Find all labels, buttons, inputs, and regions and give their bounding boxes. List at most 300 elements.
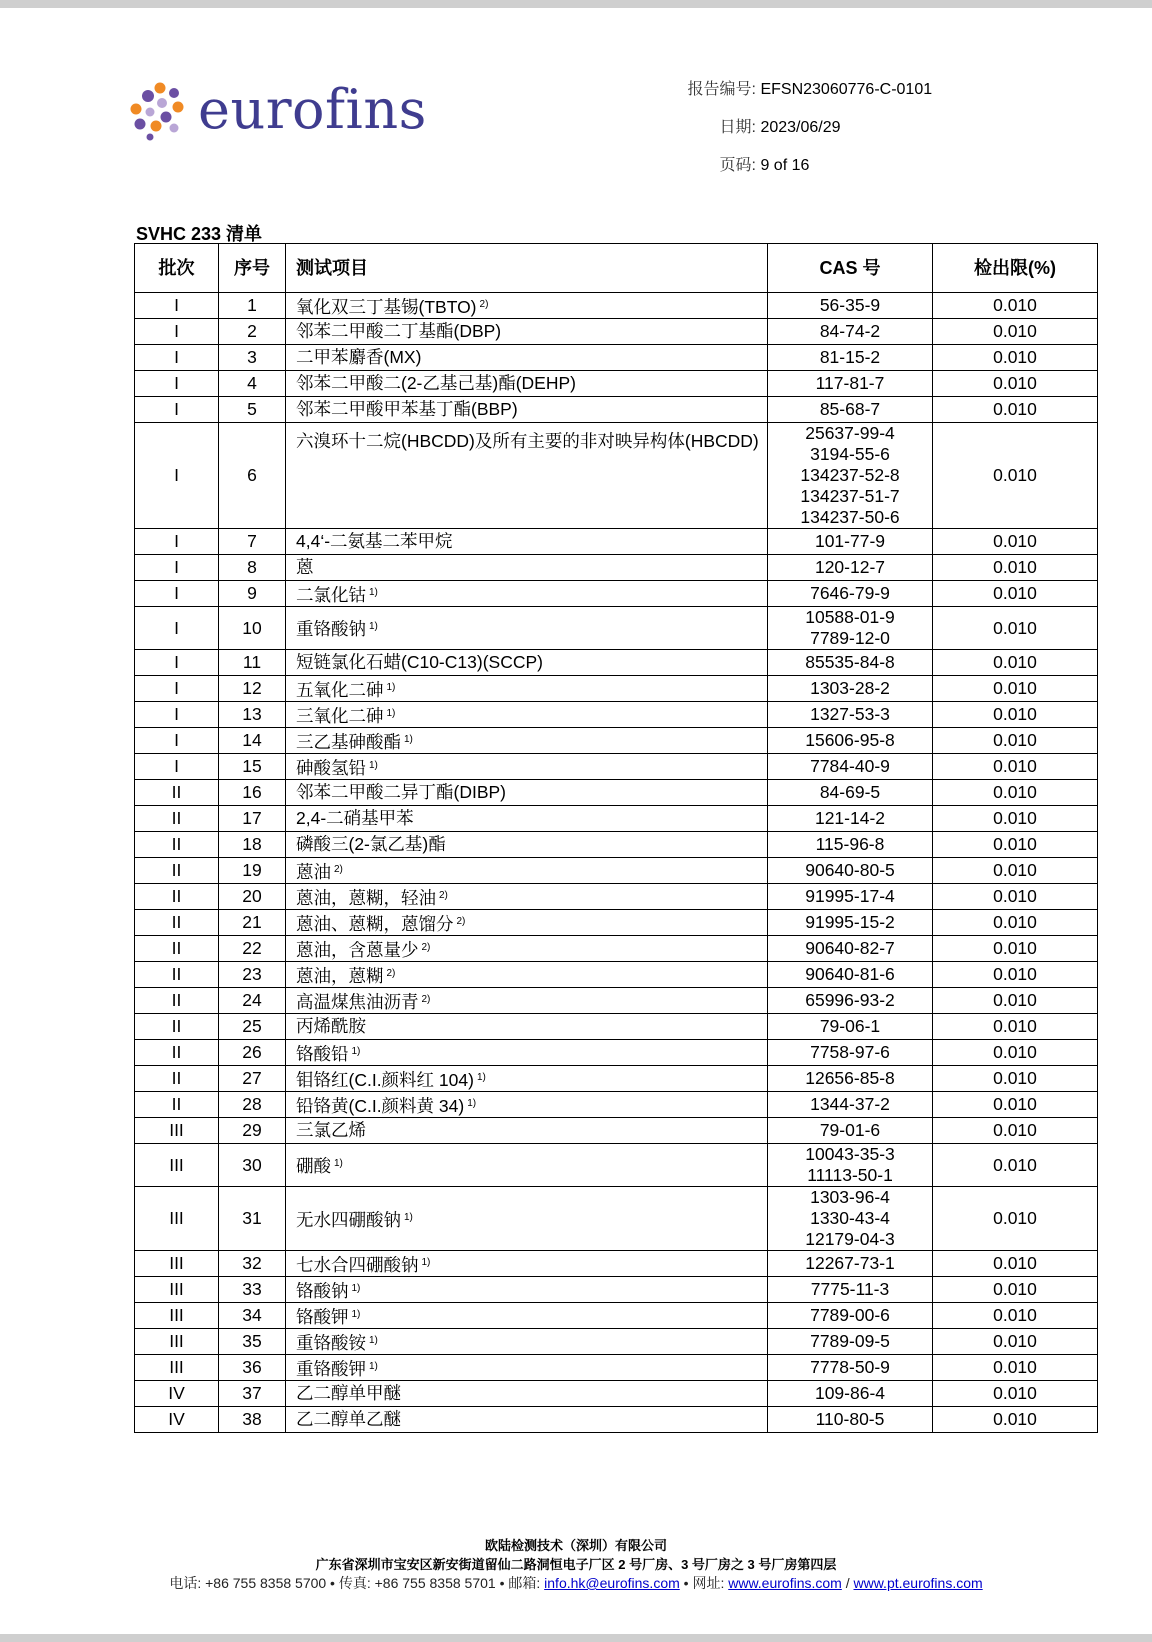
- number-cell: 9: [219, 581, 286, 607]
- page-row: [719, 156, 932, 194]
- cas-number: 91995-17-4: [805, 886, 895, 906]
- number-cell: 38: [219, 1407, 286, 1433]
- item-cell: [286, 555, 768, 581]
- cas-cell: [768, 754, 933, 780]
- cas-number: 7646-79-9: [810, 583, 890, 603]
- number-cell: 6: [219, 423, 286, 529]
- cas-number: 7758-97-6: [810, 1042, 890, 1062]
- item-cell: [286, 650, 768, 676]
- cas-number: 7789-00-6: [810, 1305, 890, 1325]
- footnote-marker: 1): [351, 1045, 361, 1057]
- table-row: [135, 555, 1098, 581]
- item-cell: [286, 397, 768, 423]
- item-name: 磷酸三(2-氯乙基)酯: [296, 834, 446, 854]
- cas-number: 1303-96-4: [810, 1187, 890, 1207]
- number-cell: 37: [219, 1381, 286, 1407]
- limit-cell: 0.010: [933, 1187, 1098, 1251]
- item-cell: [286, 962, 768, 988]
- item-name: 高温煤焦油沥青: [296, 991, 419, 1012]
- item-cell: [286, 936, 768, 962]
- limit-cell: 0.010: [933, 728, 1098, 754]
- table-row: [135, 1092, 1098, 1118]
- cas-number: 7789-09-5: [810, 1331, 890, 1351]
- item-cell: [286, 345, 768, 371]
- eurofins-dots-icon: [128, 79, 190, 141]
- footnote-marker: 2): [456, 915, 466, 927]
- number-cell: 16: [219, 780, 286, 806]
- table-row: [135, 529, 1098, 555]
- limit-cell: 0.010: [933, 676, 1098, 702]
- col-cas-header: CAS 号: [768, 244, 933, 293]
- table-row: [135, 780, 1098, 806]
- number-cell: 21: [219, 910, 286, 936]
- email-link[interactable]: info.hk@eurofins.com: [544, 1575, 680, 1591]
- number-cell: 23: [219, 962, 286, 988]
- item-name: 邻苯二甲酸二丁基酯(DBP): [296, 321, 502, 341]
- table-row: [135, 936, 1098, 962]
- cas-number: 12179-04-3: [805, 1229, 895, 1249]
- cas-cell: [768, 988, 933, 1014]
- batch-cell: II: [135, 962, 219, 988]
- cas-cell: [768, 702, 933, 728]
- table-row: [135, 702, 1098, 728]
- report-number: EFSN23060776-C-0101: [760, 81, 933, 98]
- batch-cell: II: [135, 780, 219, 806]
- report-meta: [687, 80, 933, 194]
- item-name: 铬酸钠: [296, 1280, 349, 1301]
- batch-cell: I: [135, 293, 219, 319]
- cas-cell: [768, 728, 933, 754]
- limit-cell: 0.010: [933, 581, 1098, 607]
- table-row: [135, 962, 1098, 988]
- limit-cell: 0.010: [933, 910, 1098, 936]
- cas-number: 101-77-9: [814, 531, 886, 551]
- item-cell: [286, 1118, 768, 1144]
- item-name: 邻苯二甲酸二异丁酯(DIBP): [296, 782, 506, 802]
- item-cell: [286, 702, 768, 728]
- limit-cell: 0.010: [933, 1381, 1098, 1407]
- list-title: SVHC 233 清单: [136, 224, 263, 244]
- item-name: 重铬酸钾: [296, 1358, 366, 1379]
- number-cell: 7: [219, 529, 286, 555]
- item-cell: [286, 676, 768, 702]
- footer-address: 广东省深圳市宝安区新安街道留仙二路洞恒电子厂区 2 号厂房、3 号厂房之 3 号厂房第四层: [315, 1557, 837, 1572]
- cas-cell: [768, 962, 933, 988]
- cas-cell: [768, 1407, 933, 1433]
- cas-cell: [768, 858, 933, 884]
- number-cell: 31: [219, 1187, 286, 1251]
- limit-cell: 0.010: [933, 780, 1098, 806]
- cas-cell: [768, 319, 933, 345]
- item-name: 七水合四硼酸钠: [296, 1254, 419, 1275]
- number-cell: 26: [219, 1040, 286, 1066]
- item-name: 二甲苯麝香(MX): [296, 347, 422, 367]
- footnote-marker: 2): [479, 298, 489, 310]
- item-name: 铬酸铅: [296, 1043, 349, 1064]
- item-name: 蒽油，含蒽量少: [296, 939, 419, 960]
- cas-number: 1330-43-4: [810, 1208, 890, 1228]
- footnote-marker: 1): [404, 733, 413, 745]
- number-cell: 14: [219, 728, 286, 754]
- item-name: 砷酸氢铅: [296, 757, 366, 778]
- table-row: [135, 345, 1098, 371]
- number-cell: 12: [219, 676, 286, 702]
- number-cell: 1: [219, 293, 286, 319]
- number-cell: 33: [219, 1277, 286, 1303]
- batch-cell: II: [135, 936, 219, 962]
- number-cell: 32: [219, 1251, 286, 1277]
- cas-cell: [768, 832, 933, 858]
- footer-separator: /: [841, 1575, 854, 1591]
- batch-cell: I: [135, 555, 219, 581]
- batch-cell: I: [135, 581, 219, 607]
- batch-cell: II: [135, 1040, 219, 1066]
- item-cell: [286, 319, 768, 345]
- item-name: 三氧化二砷: [296, 705, 384, 726]
- item-name: 丙烯酰胺: [296, 1016, 366, 1036]
- cas-number: 10588-01-9: [805, 607, 895, 627]
- limit-cell: 0.010: [933, 1014, 1098, 1040]
- batch-cell: II: [135, 1014, 219, 1040]
- item-cell: [286, 423, 768, 529]
- cas-number: 90640-80-5: [805, 860, 895, 880]
- item-cell: [286, 371, 768, 397]
- cas-number: 79-01-6: [819, 1120, 881, 1140]
- table-row: [135, 988, 1098, 1014]
- limit-cell: 0.010: [933, 1277, 1098, 1303]
- item-name: 乙二醇单甲醚: [296, 1383, 401, 1403]
- batch-cell: II: [135, 858, 219, 884]
- batch-cell: II: [135, 884, 219, 910]
- limit-cell: 0.010: [933, 650, 1098, 676]
- page-number: 9 of 16: [760, 157, 810, 174]
- limit-cell: 0.010: [933, 397, 1098, 423]
- batch-cell: III: [135, 1355, 219, 1381]
- limit-cell: 0.010: [933, 1066, 1098, 1092]
- cas-number: 120-12-7: [814, 557, 886, 577]
- cas-number: 110-80-5: [815, 1409, 885, 1429]
- batch-cell: II: [135, 832, 219, 858]
- item-cell: [286, 1355, 768, 1381]
- cas-number: 1303-28-2: [810, 678, 890, 698]
- table-row: [135, 858, 1098, 884]
- item-name: 蒽油、蒽糊，蒽馏分: [296, 913, 454, 934]
- footnote-marker: 2): [421, 993, 431, 1005]
- limit-cell: 0.010: [933, 1303, 1098, 1329]
- cas-number: 117-81-7: [815, 373, 885, 393]
- table-row: [135, 293, 1098, 319]
- footer-contact: [0, 1573, 1152, 1593]
- batch-cell: I: [135, 345, 219, 371]
- item-cell: [286, 728, 768, 754]
- batch-cell: IV: [135, 1381, 219, 1407]
- cas-number: 56-35-9: [819, 295, 881, 315]
- table-row: [135, 423, 1098, 529]
- item-name: 三乙基砷酸酯: [296, 731, 401, 752]
- item-cell: [286, 806, 768, 832]
- logo-wordmark: eurofins: [198, 78, 427, 141]
- footnote-marker: 2): [334, 863, 343, 875]
- cas-number: 90640-81-6: [805, 964, 895, 984]
- batch-cell: III: [135, 1251, 219, 1277]
- cas-cell: [768, 676, 933, 702]
- footnote-marker: 1): [351, 1308, 361, 1320]
- cas-cell: [768, 293, 933, 319]
- limit-cell: 0.010: [933, 1329, 1098, 1355]
- number-cell: 2: [219, 319, 286, 345]
- item-cell: [286, 607, 768, 650]
- footnote-marker: 1): [369, 1360, 378, 1372]
- col-item-header: 测试项目: [286, 244, 768, 293]
- limit-cell: 0.010: [933, 988, 1098, 1014]
- cas-cell: [768, 1251, 933, 1277]
- footnote-marker: 1): [369, 621, 378, 632]
- limit-cell: 0.010: [933, 858, 1098, 884]
- cas-number: 25637-99-4: [805, 423, 895, 443]
- batch-cell: III: [135, 1118, 219, 1144]
- limit-cell: 0.010: [933, 962, 1098, 988]
- item-cell: [286, 1303, 768, 1329]
- number-cell: 34: [219, 1303, 286, 1329]
- cas-number: 7789-12-0: [810, 628, 890, 648]
- item-cell: [286, 1040, 768, 1066]
- number-cell: 13: [219, 702, 286, 728]
- limit-cell: 0.010: [933, 293, 1098, 319]
- number-cell: 5: [219, 397, 286, 423]
- limit-cell: 0.010: [933, 1407, 1098, 1433]
- item-name: 邻苯二甲酸甲苯基丁酯(BBP): [296, 399, 518, 419]
- item-cell: [286, 832, 768, 858]
- limit-cell: 0.010: [933, 1040, 1098, 1066]
- cas-number: 65996-93-2: [805, 990, 895, 1010]
- cas-cell: [768, 529, 933, 555]
- number-cell: 19: [219, 858, 286, 884]
- footnote-marker: 1): [369, 586, 378, 598]
- cas-cell: [768, 936, 933, 962]
- item-name: 氧化双三丁基锡(TBTO): [296, 296, 477, 317]
- batch-cell: I: [135, 397, 219, 423]
- cas-number: 85-68-7: [819, 399, 881, 419]
- table-row: [135, 1407, 1098, 1433]
- cas-number: 134237-52-8: [800, 465, 900, 485]
- table-row: [135, 1303, 1098, 1329]
- cas-cell: [768, 1303, 933, 1329]
- limit-cell: 0.010: [933, 529, 1098, 555]
- limit-cell: 0.010: [933, 1092, 1098, 1118]
- cas-cell: [768, 1118, 933, 1144]
- cas-cell: [768, 581, 933, 607]
- number-cell: 25: [219, 1014, 286, 1040]
- footnote-marker: 1): [467, 1097, 477, 1109]
- table-row: [135, 371, 1098, 397]
- cas-cell: [768, 1381, 933, 1407]
- number-cell: 11: [219, 650, 286, 676]
- item-name: 重铬酸钠: [296, 619, 366, 639]
- cas-number: 7784-40-9: [810, 756, 890, 776]
- item-cell: [286, 529, 768, 555]
- col-batch-header: 批次: [135, 244, 219, 293]
- item-name: 蒽: [296, 557, 314, 577]
- cas-number: 7778-50-9: [810, 1357, 890, 1377]
- cas-cell: [768, 650, 933, 676]
- limit-cell: 0.010: [933, 607, 1098, 650]
- report-date: 2023/06/29: [760, 119, 841, 136]
- batch-cell: III: [135, 1144, 219, 1187]
- item-cell: [286, 1092, 768, 1118]
- table-row: [135, 607, 1098, 650]
- cas-number: 134237-51-7: [800, 486, 900, 506]
- cas-cell: [768, 555, 933, 581]
- item-name: 4,4‘-二氨基二苯甲烷: [296, 531, 453, 551]
- footnote-marker: 1): [404, 1211, 413, 1223]
- number-cell: 30: [219, 1144, 286, 1187]
- number-cell: 17: [219, 806, 286, 832]
- website-link[interactable]: www.eurofins.com: [728, 1575, 842, 1591]
- cas-number: 79-06-1: [819, 1016, 881, 1036]
- limit-cell: 0.010: [933, 884, 1098, 910]
- item-name: 短链氯化石蜡(C10-C13)(SCCP): [296, 652, 543, 672]
- batch-cell: I: [135, 607, 219, 650]
- batch-cell: IV: [135, 1407, 219, 1433]
- batch-cell: III: [135, 1277, 219, 1303]
- footnote-marker: 2): [386, 967, 396, 979]
- limit-cell: 0.010: [933, 754, 1098, 780]
- limit-cell: 0.010: [933, 345, 1098, 371]
- report-number-label: 报告编号:: [687, 81, 756, 98]
- cas-number: 81-15-2: [819, 347, 881, 367]
- item-cell: [286, 780, 768, 806]
- item-name: 六溴环十二烷(HBCDD)及所有主要的非对映异构体(HBCDD): [296, 431, 759, 451]
- batch-cell: III: [135, 1187, 219, 1251]
- item-cell: [286, 1251, 768, 1277]
- cas-number: 121-14-2: [814, 808, 886, 828]
- footnote-marker: 1): [369, 759, 378, 771]
- table-row: [135, 1144, 1098, 1187]
- number-cell: 27: [219, 1066, 286, 1092]
- table-row: [135, 1014, 1098, 1040]
- batch-cell: I: [135, 529, 219, 555]
- page-label: 页码:: [719, 157, 756, 174]
- limit-cell: 0.010: [933, 832, 1098, 858]
- cas-cell: [768, 1014, 933, 1040]
- item-cell: [286, 1066, 768, 1092]
- limit-cell: 0.010: [933, 423, 1098, 529]
- footnote-marker: 2): [439, 889, 448, 901]
- website-pt-link[interactable]: www.pt.eurofins.com: [853, 1575, 983, 1591]
- cas-cell: [768, 780, 933, 806]
- item-name: 铬酸钾: [296, 1306, 349, 1327]
- cas-cell: [768, 345, 933, 371]
- batch-cell: II: [135, 910, 219, 936]
- eurofins-logo: [128, 78, 427, 142]
- item-cell: [286, 1407, 768, 1433]
- table-row: [135, 1118, 1098, 1144]
- table-row: [135, 806, 1098, 832]
- top-edge: [0, 0, 1152, 8]
- batch-cell: I: [135, 319, 219, 345]
- cas-number: 109-86-4: [814, 1383, 886, 1403]
- item-cell: [286, 754, 768, 780]
- table-row: [135, 910, 1098, 936]
- batch-cell: I: [135, 702, 219, 728]
- item-cell: [286, 1277, 768, 1303]
- item-name: 蒽油，蒽糊，轻油: [296, 887, 436, 908]
- item-name: 重铬酸铵: [296, 1332, 366, 1353]
- item-name: 五氧化二砷: [296, 679, 384, 700]
- col-limit-header: 检出限(%): [933, 244, 1098, 293]
- number-cell: 18: [219, 832, 286, 858]
- item-name: 硼酸: [296, 1156, 331, 1176]
- report-number-row: [687, 80, 933, 118]
- item-name: 蒽油: [296, 861, 331, 882]
- footnote-marker: 1): [421, 1256, 431, 1268]
- table-row: [135, 676, 1098, 702]
- number-cell: 22: [219, 936, 286, 962]
- date-label: 日期:: [719, 119, 756, 136]
- batch-cell: II: [135, 806, 219, 832]
- table-row: [135, 397, 1098, 423]
- limit-cell: 0.010: [933, 702, 1098, 728]
- table-row: [135, 650, 1098, 676]
- number-cell: 4: [219, 371, 286, 397]
- table-row: [135, 1251, 1098, 1277]
- footnote-marker: 1): [476, 1071, 486, 1083]
- number-cell: 35: [219, 1329, 286, 1355]
- cas-cell: [768, 397, 933, 423]
- item-name: 铅铬黄(C.I.颜料黄 34): [296, 1095, 465, 1116]
- batch-cell: I: [135, 754, 219, 780]
- table-row: [135, 1040, 1098, 1066]
- footer-web-label: • 网址:: [679, 1575, 729, 1591]
- table-row: [135, 1329, 1098, 1355]
- cas-cell: [768, 1092, 933, 1118]
- cas-number: 15606-95-8: [805, 730, 895, 750]
- cas-cell: [768, 1329, 933, 1355]
- item-name: 蒽油，蒽糊: [296, 965, 384, 986]
- footnote-marker: 1): [334, 1158, 343, 1169]
- cas-number: 84-69-5: [819, 782, 881, 802]
- item-cell: [286, 1381, 768, 1407]
- number-cell: 10: [219, 607, 286, 650]
- table-row: [135, 728, 1098, 754]
- batch-cell: I: [135, 676, 219, 702]
- number-cell: 3: [219, 345, 286, 371]
- cas-number: 11113-50-1: [807, 1165, 893, 1185]
- table-row: [135, 754, 1098, 780]
- cas-number: 12267-73-1: [805, 1253, 895, 1273]
- date-row: [719, 118, 932, 156]
- footnote-marker: 1): [351, 1282, 361, 1294]
- item-cell: [286, 1329, 768, 1355]
- limit-cell: 0.010: [933, 555, 1098, 581]
- cas-number: 91995-15-2: [805, 912, 895, 932]
- limit-cell: 0.010: [933, 371, 1098, 397]
- number-cell: 24: [219, 988, 286, 1014]
- cas-cell: [768, 1187, 933, 1251]
- limit-cell: 0.010: [933, 1144, 1098, 1187]
- number-cell: 36: [219, 1355, 286, 1381]
- batch-cell: II: [135, 1066, 219, 1092]
- batch-cell: I: [135, 728, 219, 754]
- table-row: [135, 581, 1098, 607]
- cas-number: 84-74-2: [819, 321, 881, 341]
- limit-cell: 0.010: [933, 1251, 1098, 1277]
- item-cell: [286, 1014, 768, 1040]
- item-cell: [286, 1187, 768, 1251]
- cas-number: 3194-55-6: [810, 444, 890, 464]
- cas-cell: [768, 1277, 933, 1303]
- item-cell: [286, 884, 768, 910]
